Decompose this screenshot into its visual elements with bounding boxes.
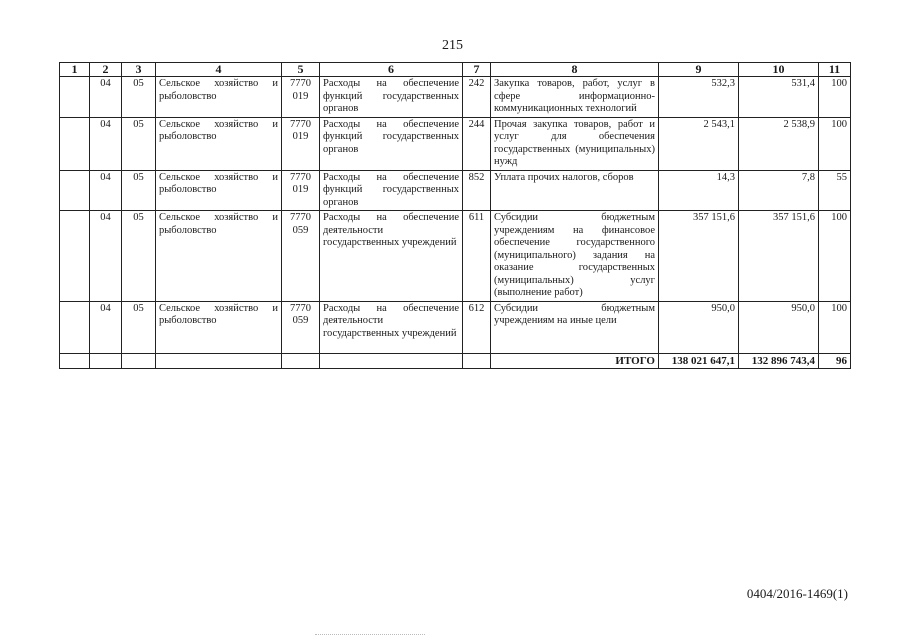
cell-section: 04: [90, 211, 122, 302]
cell-section-name: Сельское хозяйство и рыболовство: [156, 211, 282, 302]
cell-expense-name: Закупка товаров, работ, услуг в сфере информационно-коммуникационных технологий: [491, 77, 659, 118]
cell-subsection: 05: [122, 170, 156, 211]
cell-plan: 357 151,6: [659, 211, 739, 302]
cell-target-name: Расходы на обеспечение функций государственных органов: [320, 117, 463, 170]
cell-empty: [156, 353, 282, 369]
col-header: 9: [659, 63, 739, 77]
cell-plan: 2 543,1: [659, 117, 739, 170]
table-row: [60, 77, 851, 118]
header-row: [60, 63, 851, 77]
page-number: 215: [442, 38, 463, 53]
cell-subsection: 05: [122, 77, 156, 118]
cell-empty: [320, 353, 463, 369]
table-row: [60, 301, 851, 353]
cell-empty: [90, 353, 122, 369]
total-label: ИТОГО: [491, 353, 659, 369]
cell-expense-name: Прочая закупка товаров, работ и услуг для обеспечения государственных (муниципальных) нужд: [491, 117, 659, 170]
table-row: [60, 211, 851, 302]
col-header: 7: [463, 63, 491, 77]
cell-expense-name: Субсидии бюджетным учреждениям на иные цели: [491, 301, 659, 353]
cell-actual: 531,4: [739, 77, 819, 118]
cell-expense-name: Уплата прочих налогов, сборов: [491, 170, 659, 211]
cell-empty: [60, 77, 90, 118]
cell-section-name: Сельское хозяйство и рыболовство: [156, 170, 282, 211]
total-percent: 96: [819, 353, 851, 369]
col-header: 10: [739, 63, 819, 77]
col-header: 3: [122, 63, 156, 77]
cell-percent: 55: [819, 170, 851, 211]
cell-expense-code: 852: [463, 170, 491, 211]
cell-target-code: 7770 059: [282, 211, 320, 302]
total-row: [60, 353, 851, 369]
cell-section-name: Сельское хозяйство и рыболовство: [156, 77, 282, 118]
cell-target-code: 7770 059: [282, 301, 320, 353]
cell-empty: [463, 353, 491, 369]
cell-percent: 100: [819, 117, 851, 170]
col-header: 5: [282, 63, 320, 77]
cell-target-name: Расходы на обеспечение функций государственных органов: [320, 77, 463, 118]
cell-empty: [60, 301, 90, 353]
col-header: 11: [819, 63, 851, 77]
cell-empty: [122, 353, 156, 369]
cell-section: 04: [90, 170, 122, 211]
cell-plan: 950,0: [659, 301, 739, 353]
cell-empty: [60, 170, 90, 211]
cell-actual: 950,0: [739, 301, 819, 353]
scan-artifact: [315, 634, 425, 637]
col-header: 1: [60, 63, 90, 77]
cell-actual: 357 151,6: [739, 211, 819, 302]
cell-section: 04: [90, 77, 122, 118]
cell-subsection: 05: [122, 301, 156, 353]
cell-section-name: Сельское хозяйство и рыболовство: [156, 301, 282, 353]
budget-table: [59, 62, 851, 369]
cell-subsection: 05: [122, 211, 156, 302]
cell-target-code: 7770 019: [282, 77, 320, 118]
cell-actual: 2 538,9: [739, 117, 819, 170]
cell-plan: 532,3: [659, 77, 739, 118]
table-row: [60, 170, 851, 211]
total-actual: 132 896 743,4: [739, 353, 819, 369]
cell-target-name: Расходы на обеспечение функций государственных органов: [320, 170, 463, 211]
col-header: 2: [90, 63, 122, 77]
cell-actual: 7,8: [739, 170, 819, 211]
cell-target-name: Расходы на обеспечение деятельности государственных учреждений: [320, 301, 463, 353]
cell-expense-code: 612: [463, 301, 491, 353]
cell-empty: [60, 211, 90, 302]
cell-empty: [60, 353, 90, 369]
table-row: [60, 117, 851, 170]
cell-percent: 100: [819, 211, 851, 302]
cell-empty: [282, 353, 320, 369]
cell-expense-code: 611: [463, 211, 491, 302]
col-header: 6: [320, 63, 463, 77]
cell-expense-code: 244: [463, 117, 491, 170]
cell-target-code: 7770 019: [282, 170, 320, 211]
cell-percent: 100: [819, 77, 851, 118]
cell-subsection: 05: [122, 117, 156, 170]
cell-expense-code: 242: [463, 77, 491, 118]
cell-plan: 14,3: [659, 170, 739, 211]
cell-expense-name: Субсидии бюджетным учреждениям на финансовое обеспечение государственного (муниципального) задания на оказание государственных (муниципальных) услуг (выполнение работ): [491, 211, 659, 302]
cell-section: 04: [90, 117, 122, 170]
document-code: 0404/2016-1469(1): [746, 586, 848, 601]
cell-percent: 100: [819, 301, 851, 353]
cell-target-name: Расходы на обеспечение деятельности государственных учреждений: [320, 211, 463, 302]
cell-section-name: Сельское хозяйство и рыболовство: [156, 117, 282, 170]
col-header: 4: [156, 63, 282, 77]
col-header: 8: [491, 63, 659, 77]
cell-section: 04: [90, 301, 122, 353]
total-plan: 138 021 647,1: [659, 353, 739, 369]
cell-empty: [60, 117, 90, 170]
cell-target-code: 7770 019: [282, 117, 320, 170]
